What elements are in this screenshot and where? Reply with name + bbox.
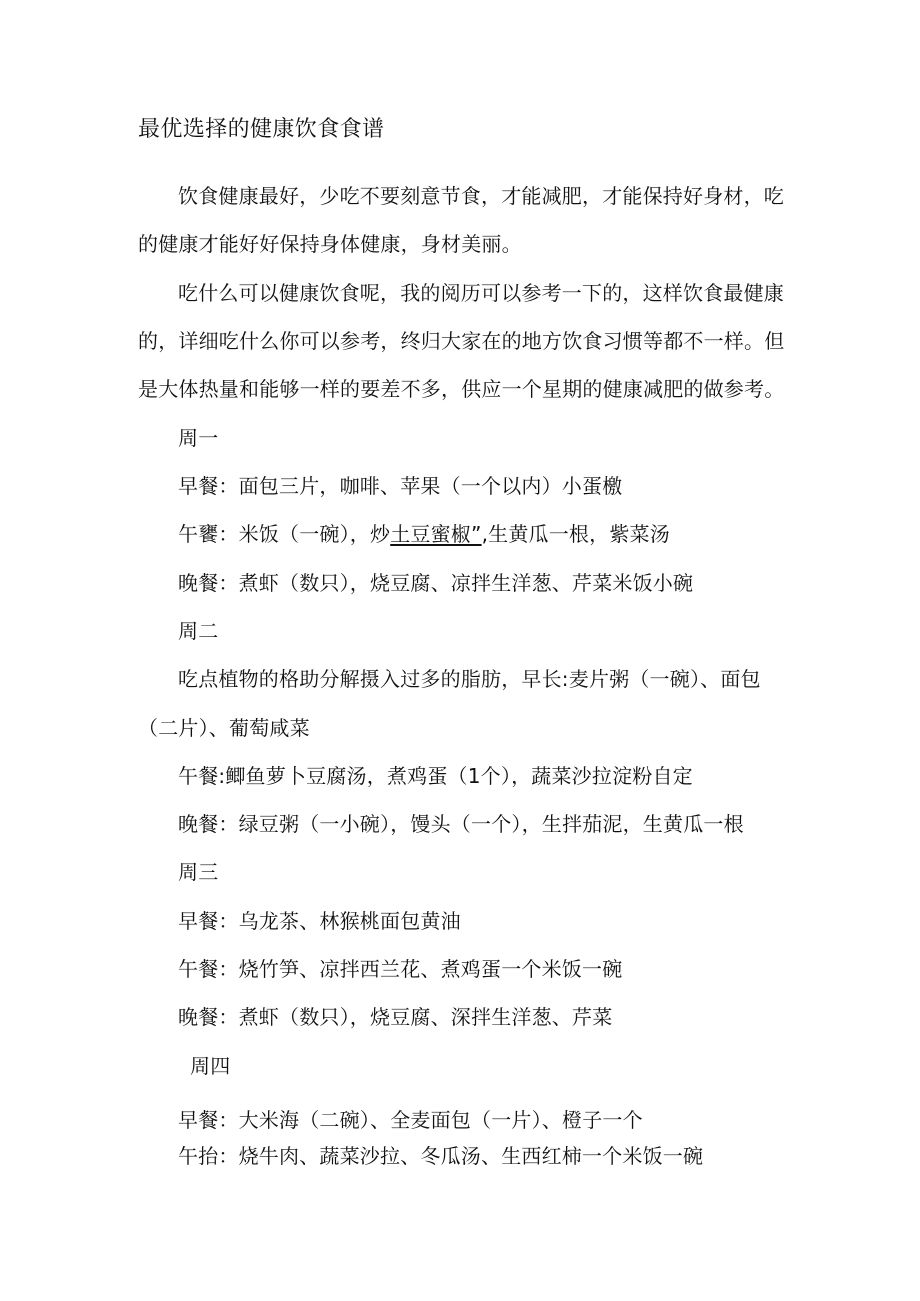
week1-lunch-underlined-dish: 土豆蜜椒” [390, 522, 482, 546]
week3-lunch: 午餐：烧竹笋、凉拌西兰花、煮鸡蛋一个米饭一碗 [178, 957, 623, 981]
intro-paragraph-1-line-2: 的健康才能好好保持身体健康，身材美丽。 [138, 232, 522, 256]
intro-paragraph-2-line-2: 的，详细吃什么你可以参考，终归大家在的地方饮食习惯等都不一样。但 [138, 329, 785, 353]
week1-lunch [178, 522, 670, 546]
week3-heading: 周三 [178, 860, 219, 884]
week2-note-line-1: 吃点植物的格助分解摄入过多的脂肪，早长:麦片粥（一碗）、面包 [178, 667, 761, 691]
week2-heading: 周二 [178, 619, 219, 643]
document-title: 最优选择的健康饮食食谱 [138, 117, 385, 142]
week1-breakfast: 早餐：面包三片，咖啡、苹果（一个以内）小蛋檄 [178, 474, 623, 498]
intro-paragraph-1-line-1: 饮食健康最好，少吃不要刻意节食，才能减肥，才能保持好身材，吃 [178, 184, 784, 208]
intro-paragraph-2-line-3: 是大体热量和能够一样的要差不多，供应一个星期的健康减肥的做参考。 [138, 377, 785, 401]
week1-heading: 周一 [178, 426, 219, 450]
week1-lunch-suffix: ,生黄瓜一根，紫菜汤 [481, 522, 670, 546]
week2-dinner: 晚餐：绿豆粥（一小碗），馒头（一个），生拌茄泥，生黄瓜一根 [178, 812, 744, 836]
week3-dinner: 晚餐：煮虾（数只），烧豆腐、深拌生洋葱、芹菜 [178, 1005, 613, 1029]
week4-breakfast: 早餐：大米海（二碗）、全麦面包（一片）、橙子一个 [178, 1108, 643, 1132]
week3-breakfast: 早餐：乌龙茶、林猴桃面包黄油 [178, 909, 461, 933]
week4-lunch: 午抬：烧牛肉、蔬菜沙拉、冬瓜汤、生西红柿一个米饭一碗 [178, 1144, 704, 1168]
week1-lunch-prefix: 午饔：米饭（一碗），炒 [178, 522, 391, 546]
week1-dinner: 晚餐：煮虾（数只），烧豆腐、凉拌生洋葱、芹菜米饭小碗 [178, 571, 694, 595]
week2-note-line-2: （二片）、葡萄咸菜 [138, 716, 310, 740]
week4-heading: 周四 [190, 1054, 231, 1078]
week2-lunch: 午餐:鲫鱼萝卜豆腐汤，煮鸡蛋（1个），蔬菜沙拉淀粉自定 [178, 764, 693, 788]
intro-paragraph-2-line-1: 吃什么可以健康饮食呢，我的阅历可以参考一下的，这样饮食最健康 [178, 281, 784, 305]
